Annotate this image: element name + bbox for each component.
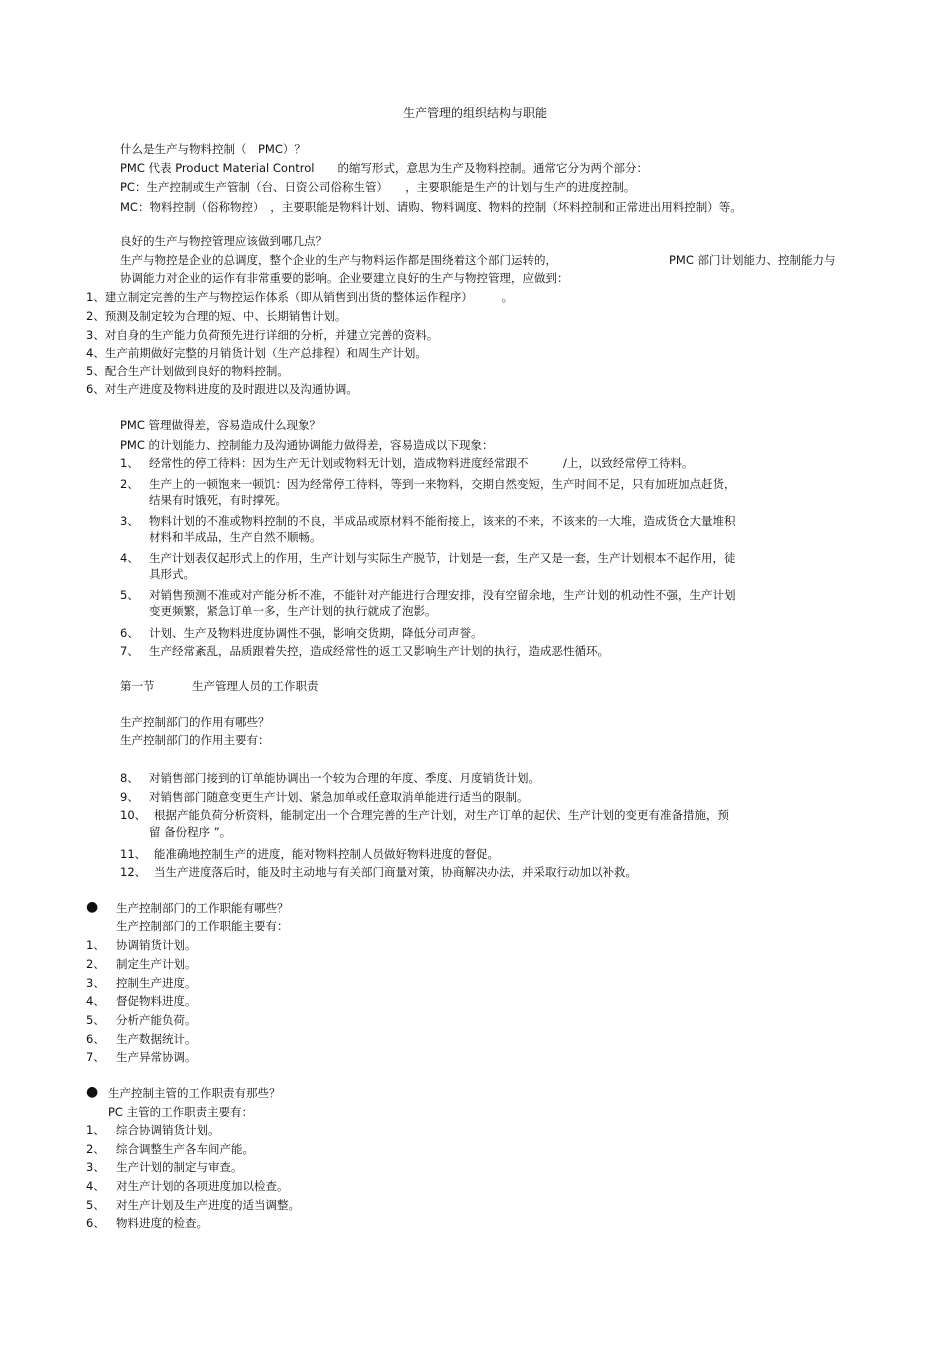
list-item-text: 经常性的停工待料：因为生产无计划或物料无计划，造成物料进度经常跟不 /上，以致经常停工待料。 bbox=[149, 456, 694, 470]
list-item-text: 物料进度的检查。 bbox=[116, 1216, 208, 1230]
list-item-number: 3、 bbox=[120, 514, 139, 528]
list-item-text: 生产计划的制定与审查。 bbox=[116, 1160, 243, 1174]
list-item-number: 2、 bbox=[86, 957, 105, 971]
list-item-number: 4、 bbox=[120, 551, 139, 565]
list-item-number: 4、 bbox=[86, 994, 105, 1008]
duties-question: 生产控制部门的工作职能有哪些？ bbox=[116, 901, 289, 915]
list-item-text: 生产上的一顿饱来一顿饥：因为经常停工待料，等到一来物料，交期自然变短，生产时间不足，只有加班加点赶货， bbox=[149, 477, 736, 491]
list-item-text: 综合调整生产各车间产能。 bbox=[116, 1142, 254, 1156]
supervisor-para: PC 主管的工作职责主要有： bbox=[108, 1105, 254, 1119]
list-item-text: 生产经常紊乱，品质跟着失控，造成经常性的返工又影响生产计划的执行，造成恶性循环。 bbox=[149, 644, 609, 658]
list-item-number: 12、 bbox=[120, 865, 147, 879]
good-management-para-1b: PMC 部门计划能力、控制能力与 bbox=[669, 253, 836, 267]
list-item-text: 协调销货计划。 bbox=[116, 938, 197, 952]
list-item-text: 生产数据统计。 bbox=[116, 1032, 197, 1046]
list-item-text: 生产计划表仅起形式上的作用，生产计划与实际生产脱节，计划是一套，生产又是一套，生产计划根本不起作用，徒 bbox=[149, 551, 736, 565]
list-item: 2、预测及制定较为合理的短、中、长期销售计划。 bbox=[86, 309, 347, 323]
list-item-text: 制定生产计划。 bbox=[116, 957, 197, 971]
list-item-number: 1、 bbox=[86, 938, 105, 952]
good-management-question: 良好的生产与物控管理应该做到哪几点？ bbox=[120, 234, 327, 248]
list-item-number: 11、 bbox=[120, 847, 147, 861]
list-item: 6、对生产进度及物料进度的及时跟进以及沟通协调。 bbox=[86, 382, 358, 396]
list-item-number: 4、 bbox=[86, 1179, 105, 1193]
list-item-text: 能准确地控制生产的进度，能对物料控制人员做好物料进度的督促。 bbox=[154, 847, 499, 861]
list-item-number: 2、 bbox=[86, 1142, 105, 1156]
role-question: 生产控制部门的作用有哪些？ bbox=[120, 715, 270, 729]
list-item-text-cont: 具形式。 bbox=[149, 567, 195, 581]
pc-definition: PC：生产控制或生产管制（台、日资公司俗称生管） ，主要职能是生产的计划与生产的进度控制。 bbox=[120, 180, 636, 194]
list-item-number: 1、 bbox=[120, 456, 139, 470]
list-item-text-cont: 变更频繁，紧急订单一多，生产计划的执行就成了泡影。 bbox=[149, 604, 437, 618]
section-label: 第一节 bbox=[120, 679, 155, 693]
list-item-text-cont: 留 备份程序 ”。 bbox=[149, 825, 232, 839]
list-item-text-cont: 结果有时饿死，有时撑死。 bbox=[149, 493, 287, 507]
list-item-text: 对销售部门接到的订单能协调出一个较为合理的年度、季度、月度销货计划。 bbox=[149, 771, 540, 785]
list-item-number: 5、 bbox=[86, 1013, 105, 1027]
list-item-number: 6、 bbox=[120, 626, 139, 640]
bad-management-question: PMC 管理做得差，容易造成什么现象？ bbox=[120, 418, 322, 432]
duties-para: 生产控制部门的工作职能主要有： bbox=[116, 919, 289, 933]
list-item-number: 3、 bbox=[86, 1160, 105, 1174]
list-item: 4、生产前期做好完整的月销货计划（生产总排程）和周生产计划。 bbox=[86, 346, 427, 360]
list-item-text: 对生产计划及生产进度的适当调整。 bbox=[116, 1198, 300, 1212]
list-item-text: 控制生产进度。 bbox=[116, 976, 197, 990]
list-item-number: 6、 bbox=[86, 1032, 105, 1046]
section-title: 生产管理人员的工作职责 bbox=[192, 679, 319, 693]
list-item-text: 物料计划的不准或物料控制的不良，半成品或原材料不能衔接上，该来的不来，不该来的一大堆，造成货仓大量堆积 bbox=[149, 514, 736, 528]
list-item-text: 对生产计划的各项进度加以检查。 bbox=[116, 1179, 289, 1193]
good-management-para-1a: 生产与物控是企业的总调度，整个企业的生产与物料运作都是围绕着这个部门运转的， bbox=[120, 253, 557, 267]
list-item-text: 对销售部门随意变更生产计划、紧急加单或任意取消单能进行适当的限制。 bbox=[149, 790, 529, 804]
good-management-para-2: 协调能力对企业的运作有非常重要的影响。企业要建立良好的生产与物控管理，应做到： bbox=[120, 271, 569, 285]
document-title: 生产管理的组织结构与职能 bbox=[402, 106, 547, 120]
bad-management-para: PMC 的计划能力、控制能力及沟通协调能力做得差，容易造成以下现象： bbox=[120, 438, 494, 452]
list-item-number: 6、 bbox=[86, 1216, 105, 1230]
list-item-number: 10、 bbox=[120, 808, 147, 822]
pmc-question: 什么是生产与物料控制（ PMC）？ bbox=[120, 142, 306, 156]
mc-definition: MC：物料控制（俗称物控） ，主要职能是物料计划、请购、物料调度、物料的控制（坏料控制和正常进出用料控制）等。 bbox=[120, 200, 742, 214]
bullet-icon: ● bbox=[86, 899, 99, 915]
supervisor-question: 生产控制主管的工作职责有那些？ bbox=[108, 1086, 281, 1100]
list-item-number: 8、 bbox=[120, 771, 139, 785]
list-item-number: 7、 bbox=[120, 644, 139, 658]
role-para: 生产控制部门的作用主要有： bbox=[120, 733, 270, 747]
list-item-text: 计划、生产及物料进度协调性不强，影响交货期，降低分司声誉。 bbox=[149, 626, 483, 640]
list-item-text-cont: 材料和半成品，生产自然不顺畅。 bbox=[149, 530, 322, 544]
list-item-text: 根据产能负荷分析资料，能制定出一个合理完善的生产计划，对生产订单的起伏、生产计划的变更有准备措施，预 bbox=[154, 808, 729, 822]
list-item-text: 分析产能负荷。 bbox=[116, 1013, 197, 1027]
list-item-number: 7、 bbox=[86, 1050, 105, 1064]
list-item-text: 对销售预测不准或对产能分析不准，不能针对产能进行合理安排，没有空留余地，生产计划的机动性不强，生产计划 bbox=[149, 588, 736, 602]
list-item-number: 3、 bbox=[86, 976, 105, 990]
list-item: 3、对自身的生产能力负荷预先进行详细的分析，并建立完善的资料。 bbox=[86, 328, 439, 342]
list-item-number: 5、 bbox=[120, 588, 139, 602]
list-item-number: 9、 bbox=[120, 790, 139, 804]
list-item: 1、建立制定完善的生产与物控运作体系（即从销售到出货的整体运作程序） 。 bbox=[86, 290, 514, 304]
list-item-number: 5、 bbox=[86, 1198, 105, 1212]
pmc-definition: PMC 代表 Product Material Control 的缩写形式，意思为生产及物料控制。通常它分为两个部分： bbox=[120, 161, 648, 175]
bullet-icon: ● bbox=[86, 1084, 99, 1100]
list-item-number: 2、 bbox=[120, 477, 139, 491]
list-item-text: 当生产进度落后时，能及时主动地与有关部门商量对策，协商解决办法，并采取行动加以补救。 bbox=[154, 865, 637, 879]
list-item-text: 综合协调销货计划。 bbox=[116, 1123, 220, 1137]
list-item: 5、配合生产计划做到良好的物料控制。 bbox=[86, 364, 289, 378]
list-item-text: 生产异常协调。 bbox=[116, 1050, 197, 1064]
list-item-text: 督促物料进度。 bbox=[116, 994, 197, 1008]
list-item-number: 1、 bbox=[86, 1123, 105, 1137]
